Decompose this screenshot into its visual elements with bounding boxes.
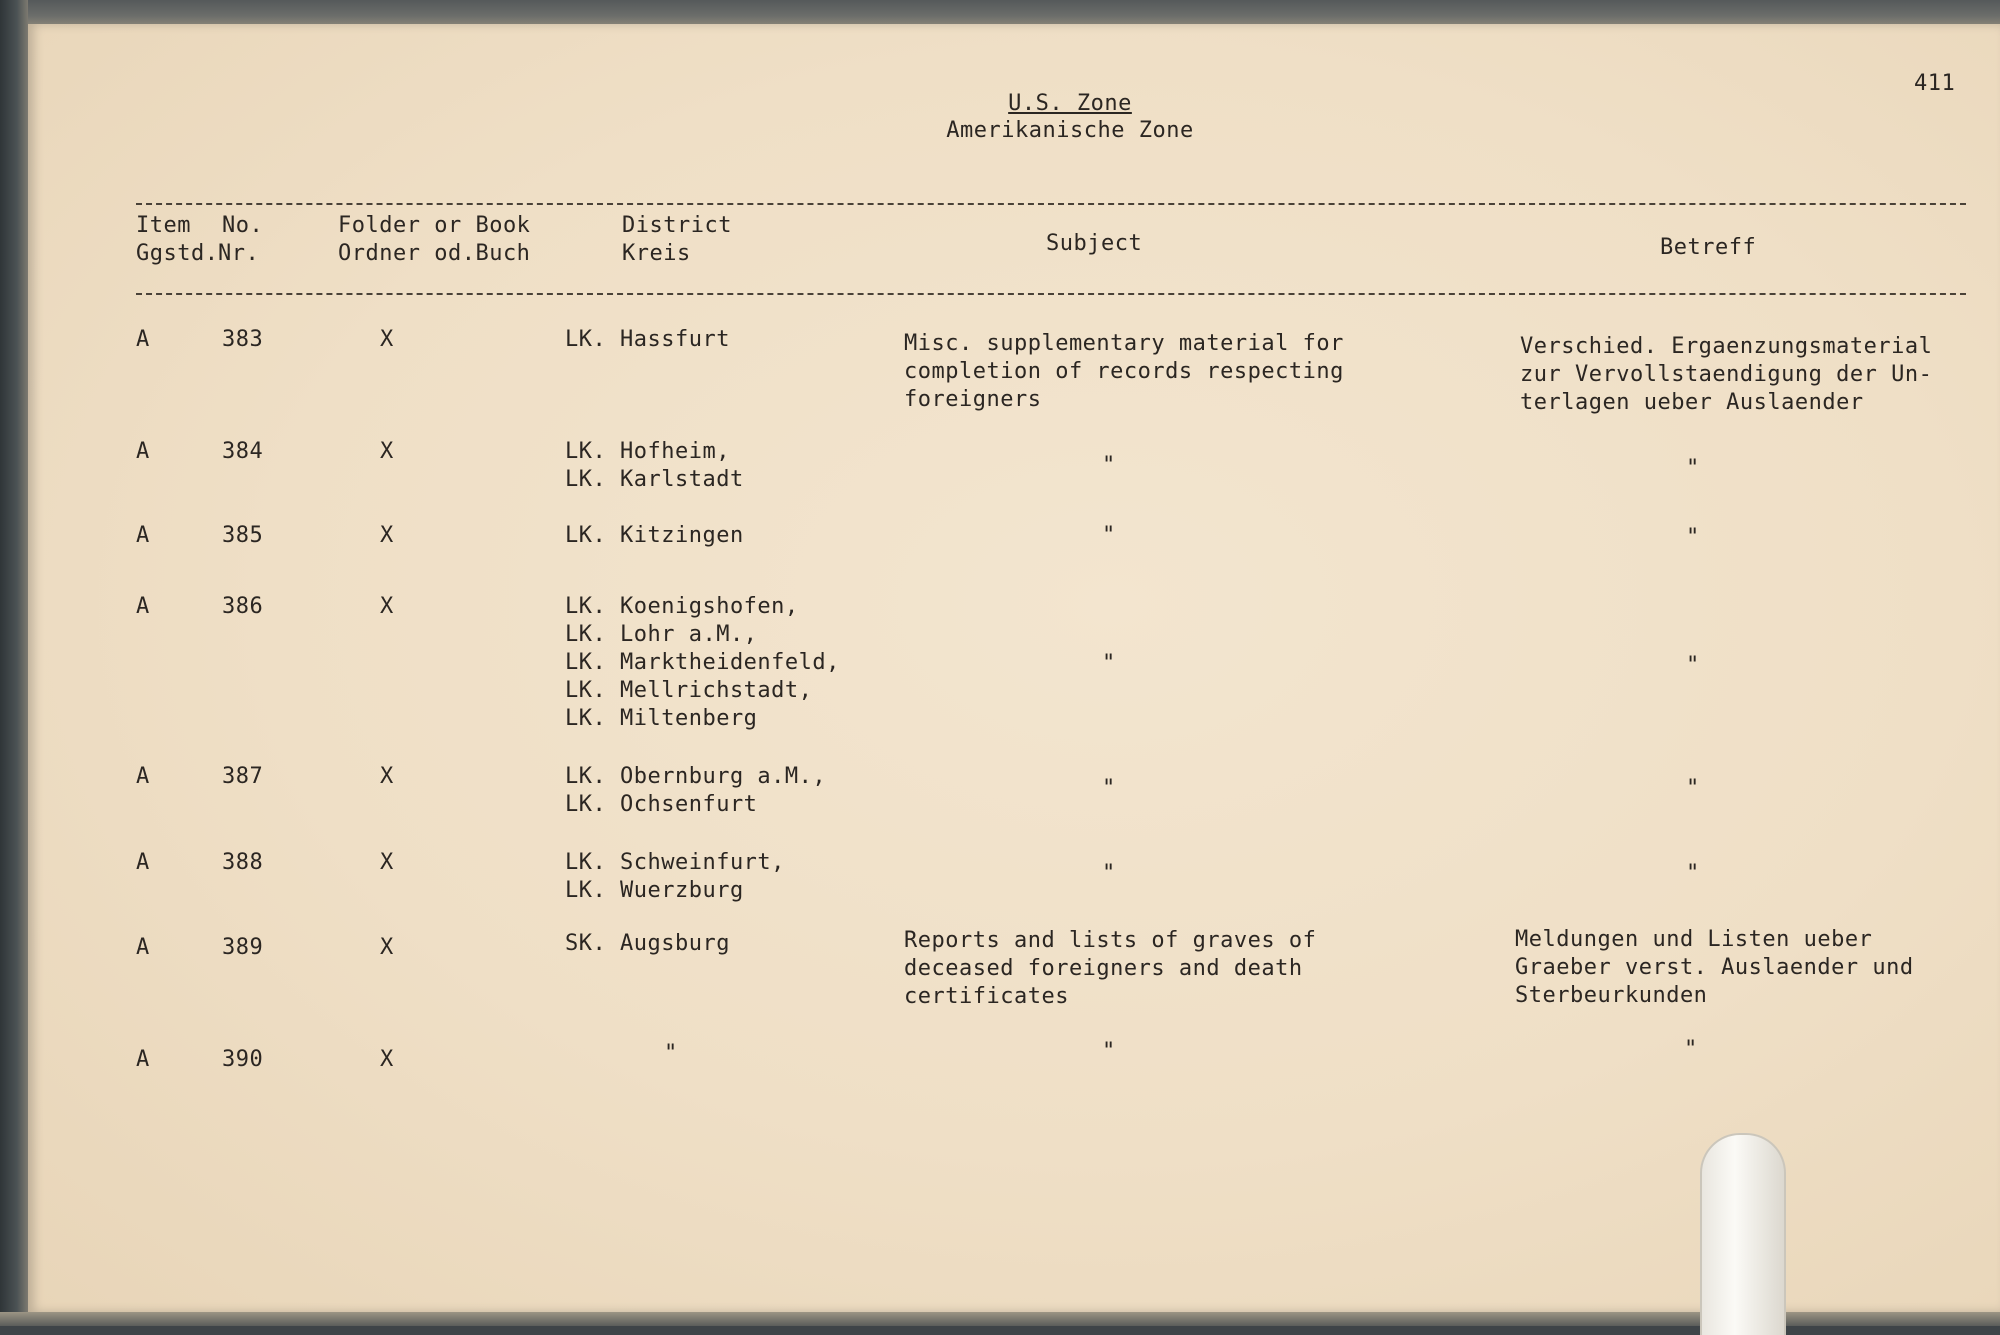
row-subject-ditto: " xyxy=(1102,523,1116,548)
row-district: LK. Lohr a.M., xyxy=(565,622,758,647)
row-folder-mark: X xyxy=(380,850,394,875)
row-district: LK. Schweinfurt, xyxy=(565,850,785,875)
row-district: LK. Obernburg a.M., xyxy=(565,764,827,789)
row-subject: Misc. supplementary material for xyxy=(904,331,1344,356)
row-item: A xyxy=(136,594,150,619)
header-betreff: Betreff xyxy=(1660,235,1757,260)
row-betreff: Meldungen und Listen ueber xyxy=(1515,927,1873,952)
header-rule-bottom xyxy=(136,293,1966,295)
row-betreff: Graeber verst. Auslaender und xyxy=(1515,955,1914,980)
row-subject-ditto: " xyxy=(1102,651,1116,676)
row-district: LK. Karlstadt xyxy=(565,467,744,492)
row-number: 390 xyxy=(222,1047,264,1072)
binding-left-edge xyxy=(0,0,28,1326)
row-district: LK. Mellrichstadt, xyxy=(565,678,813,703)
row-betreff: terlagen ueber Auslaender xyxy=(1520,390,1864,415)
header-item: Item xyxy=(136,213,191,238)
row-betreff-ditto: " xyxy=(1686,653,1700,678)
header-district-de: Kreis xyxy=(622,241,691,266)
row-district: LK. Hofheim, xyxy=(565,439,730,464)
row-subject-ditto: " xyxy=(1102,861,1116,886)
row-folder-mark: X xyxy=(380,523,394,548)
row-subject: Reports and lists of graves of xyxy=(904,928,1317,953)
row-folder-mark: X xyxy=(380,1047,394,1072)
row-item: A xyxy=(136,764,150,789)
page-subtitle: Amerikanische Zone xyxy=(946,118,1194,143)
row-district: LK. Marktheidenfeld, xyxy=(565,650,840,675)
row-betreff-ditto: " xyxy=(1686,525,1700,550)
row-item: A xyxy=(136,523,150,548)
row-number: 384 xyxy=(222,439,264,464)
page-number: 411 xyxy=(1914,71,1956,96)
row-folder-mark: X xyxy=(380,764,394,789)
row-number: 385 xyxy=(222,523,264,548)
row-betreff: Verschied. Ergaenzungsmaterial xyxy=(1520,334,1933,359)
header-no: No. xyxy=(222,213,264,238)
row-item: A xyxy=(136,850,150,875)
row-item: A xyxy=(136,1047,150,1072)
row-number: 387 xyxy=(222,764,264,789)
header-rule-top xyxy=(136,203,1966,205)
row-subject-ditto: " xyxy=(1102,776,1116,801)
index-tab xyxy=(1700,1133,1786,1335)
document-page xyxy=(28,24,2000,1312)
row-folder-mark: X xyxy=(380,935,394,960)
header-item-de: Ggstd. xyxy=(136,241,219,266)
row-subject: deceased foreigners and death xyxy=(904,956,1303,981)
row-subject: foreigners xyxy=(904,387,1042,412)
row-item: A xyxy=(136,935,150,960)
row-district: LK. Wuerzburg xyxy=(565,878,744,903)
row-subject: completion of records respecting xyxy=(904,359,1344,384)
row-betreff-ditto: " xyxy=(1686,861,1700,886)
header-no-de: Nr. xyxy=(218,241,260,266)
row-district: LK. Kitzingen xyxy=(565,523,744,548)
row-district-ditto: " xyxy=(664,1041,678,1066)
header-subject: Subject xyxy=(1046,231,1143,256)
row-district: LK. Koenigshofen, xyxy=(565,594,799,619)
row-folder-mark: X xyxy=(380,439,394,464)
row-folder-mark: X xyxy=(380,327,394,352)
row-number: 386 xyxy=(222,594,264,619)
row-district: SK. Augsburg xyxy=(565,931,730,956)
row-betreff-ditto: " xyxy=(1686,456,1700,481)
row-item: A xyxy=(136,327,150,352)
row-subject-ditto: " xyxy=(1102,1039,1116,1064)
header-district: District xyxy=(622,213,732,238)
row-folder-mark: X xyxy=(380,594,394,619)
header-folder: Folder or Book xyxy=(338,213,531,238)
row-number: 383 xyxy=(222,327,264,352)
row-betreff-ditto: " xyxy=(1686,776,1700,801)
row-district: LK. Miltenberg xyxy=(565,706,758,731)
row-item: A xyxy=(136,439,150,464)
row-district: LK. Ochsenfurt xyxy=(565,792,758,817)
row-betreff-ditto: " xyxy=(1684,1037,1698,1062)
row-district: LK. Hassfurt xyxy=(565,327,730,352)
row-number: 389 xyxy=(222,935,264,960)
row-number: 388 xyxy=(222,850,264,875)
header-folder-de: Ordner od.Buch xyxy=(338,241,531,266)
row-betreff: zur Vervollstaendigung der Un- xyxy=(1520,362,1933,387)
binding-top-edge xyxy=(0,0,2000,26)
page-title: U.S. Zone xyxy=(1008,91,1132,116)
row-subject-ditto: " xyxy=(1102,453,1116,478)
row-subject: certificates xyxy=(904,984,1069,1009)
row-betreff: Sterbeurkunden xyxy=(1515,983,1708,1008)
